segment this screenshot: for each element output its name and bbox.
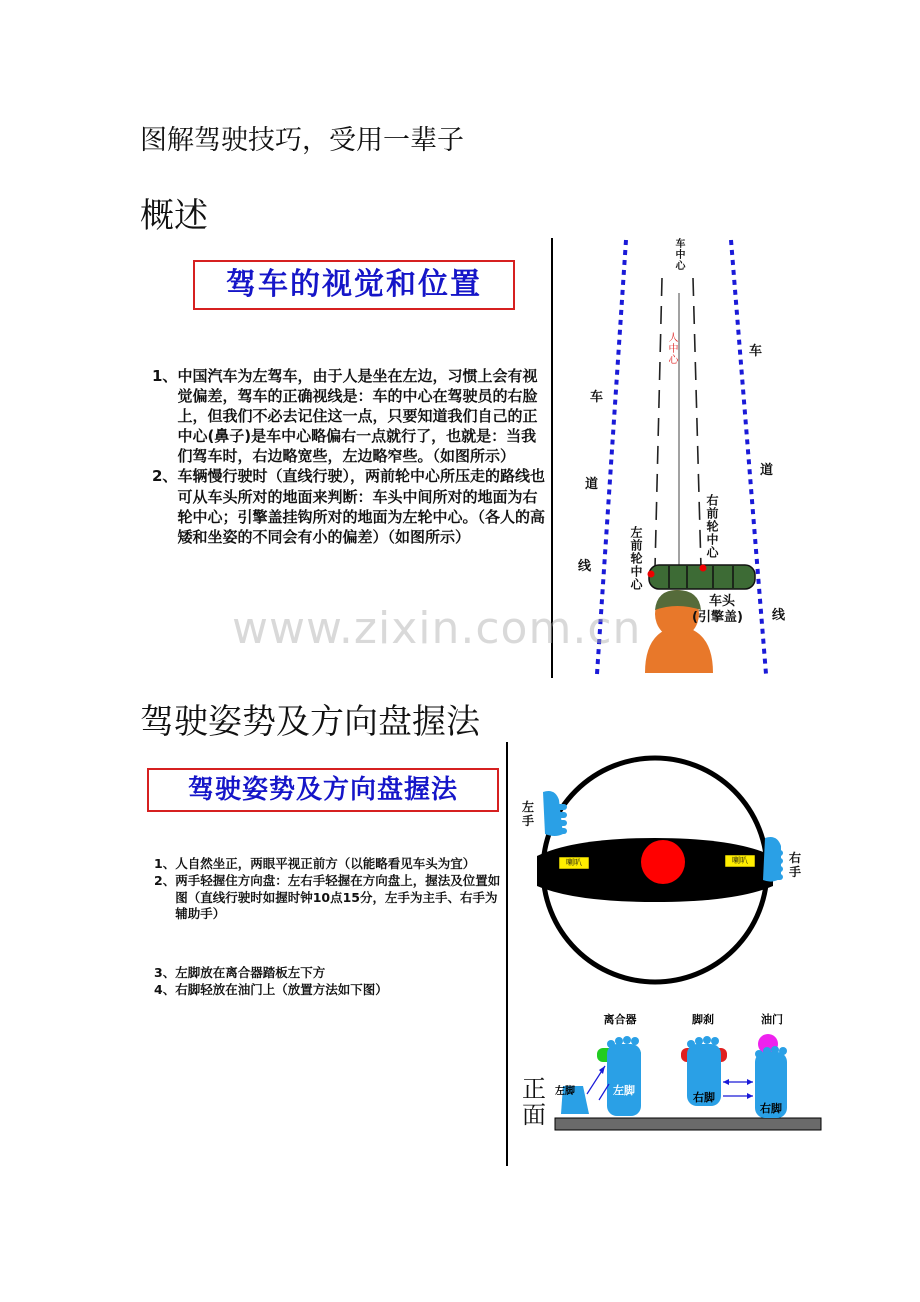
car-head-label: 车头 bbox=[709, 594, 736, 609]
throttle-label: 油门 bbox=[761, 1013, 783, 1026]
car-center-line-right bbox=[693, 278, 701, 568]
right-foot-brake-label: 右脚 bbox=[693, 1091, 715, 1104]
steering-wheel-diagram bbox=[515, 742, 815, 1004]
posture-divider-line bbox=[506, 742, 508, 1166]
left-foot-small-label: 左脚 bbox=[555, 1086, 575, 1097]
car-center-label: 车中心 bbox=[673, 238, 684, 271]
lane-right-char-3: 线 bbox=[772, 608, 786, 623]
list-item bbox=[152, 466, 550, 546]
left-foot-label: 左脚 bbox=[613, 1084, 635, 1097]
section-heading-overview: 概述 bbox=[140, 196, 208, 236]
list-item-text: 两手轻握住方向盘：左右手轻握在方向盘上，握法及位置如图（直线行驶时如握时钟10点15分，左手为主手、右手为辅助手） bbox=[175, 872, 501, 922]
floor-plate bbox=[555, 1118, 821, 1130]
watermark: www.zixin.com.cn bbox=[232, 603, 642, 654]
brake-label: 脚刹 bbox=[692, 1013, 714, 1026]
lane-right-char-1: 车 bbox=[749, 344, 763, 359]
right-hand-label: 右手 bbox=[789, 851, 802, 880]
list-item bbox=[152, 366, 550, 466]
list-item bbox=[154, 873, 504, 923]
steering-wheel-hub bbox=[641, 840, 685, 884]
left-wheel-marker bbox=[648, 571, 655, 578]
left-wheel-center-label: 左前轮中心 bbox=[629, 526, 643, 591]
overview-point-list bbox=[152, 366, 550, 547]
left-foot-on-clutch bbox=[607, 1044, 641, 1116]
list-item-number: 2、 bbox=[154, 872, 176, 888]
right-wheel-center-label: 右前轮中心 bbox=[705, 494, 719, 559]
posture-box-title: 驾驶姿势及方向盘握法 bbox=[147, 768, 499, 812]
lane-left-char-1: 车 bbox=[590, 390, 604, 405]
steering-wheel-figure bbox=[515, 742, 815, 1004]
document-title: 图解驾驶技巧，受用一辈子 bbox=[140, 125, 464, 156]
list-item-text: 中国汽车为左驾车，由于人是坐在左边，习惯上会有视觉偏差，驾车的正确视线是：车的中心在驾驶员的右脸上，但我们不必去记住这一点，只要知道我们自己的正中心(鼻子)是车中心略偏右一点就行了，也就是：当我们驾车时，右边略宽些，左边略窄些。（如图所示） bbox=[177, 367, 538, 466]
lane-left-char-2: 道 bbox=[585, 477, 599, 492]
list-item-text: 右脚轻放在油门上（放置方法如下图） bbox=[175, 981, 388, 997]
list-item bbox=[154, 856, 504, 873]
right-foot-throttle-label: 右脚 bbox=[760, 1102, 782, 1115]
list-item-number: 4、 bbox=[154, 981, 176, 997]
list-item-number: 1、 bbox=[152, 367, 178, 385]
list-item-text: 车辆慢行驶时（直线行驶），两前轮中心所压走的路线也可从车头所对的地面来判断：车头中间所对的地面为右轮中心；引擎盖挂钩所对的地面为左轮中心。（各人的高矮和坐姿的不同会有小的偏差）（如图所示） bbox=[177, 467, 545, 546]
list-item-number: 2、 bbox=[152, 467, 178, 486]
horn-left-label: 喇叭 bbox=[566, 858, 582, 867]
list-item-number: 3、 bbox=[154, 965, 176, 980]
right-wheel-marker bbox=[700, 565, 707, 572]
list-item bbox=[154, 965, 504, 982]
front-view-label: 正面 bbox=[522, 1075, 546, 1130]
horn-right-label: 喇叭 bbox=[732, 856, 748, 865]
list-item-text: 人自然坐正，两眼平视正前方（以能略看见车头为宜） bbox=[175, 856, 476, 871]
list-item-text: 左脚放在离合器踏板左下方 bbox=[175, 965, 326, 980]
person-center-label: 人中心 bbox=[666, 332, 677, 365]
hood-label: (引擎盖) bbox=[692, 610, 743, 625]
clutch-label: 离合器 bbox=[603, 1013, 637, 1026]
section-heading-posture: 驾驶姿势及方向盘握法 bbox=[140, 702, 480, 742]
posture-point-list bbox=[154, 856, 504, 999]
left-hand-label: 左手 bbox=[522, 800, 535, 829]
car-center-line-left bbox=[655, 278, 662, 568]
lane-right-char-2: 道 bbox=[760, 463, 774, 478]
list-item-number: 1、 bbox=[154, 856, 176, 871]
overview-box-title: 驾车的视觉和位置 bbox=[193, 260, 515, 310]
list-item bbox=[154, 982, 504, 999]
lane-left-char-3: 线 bbox=[578, 559, 592, 574]
